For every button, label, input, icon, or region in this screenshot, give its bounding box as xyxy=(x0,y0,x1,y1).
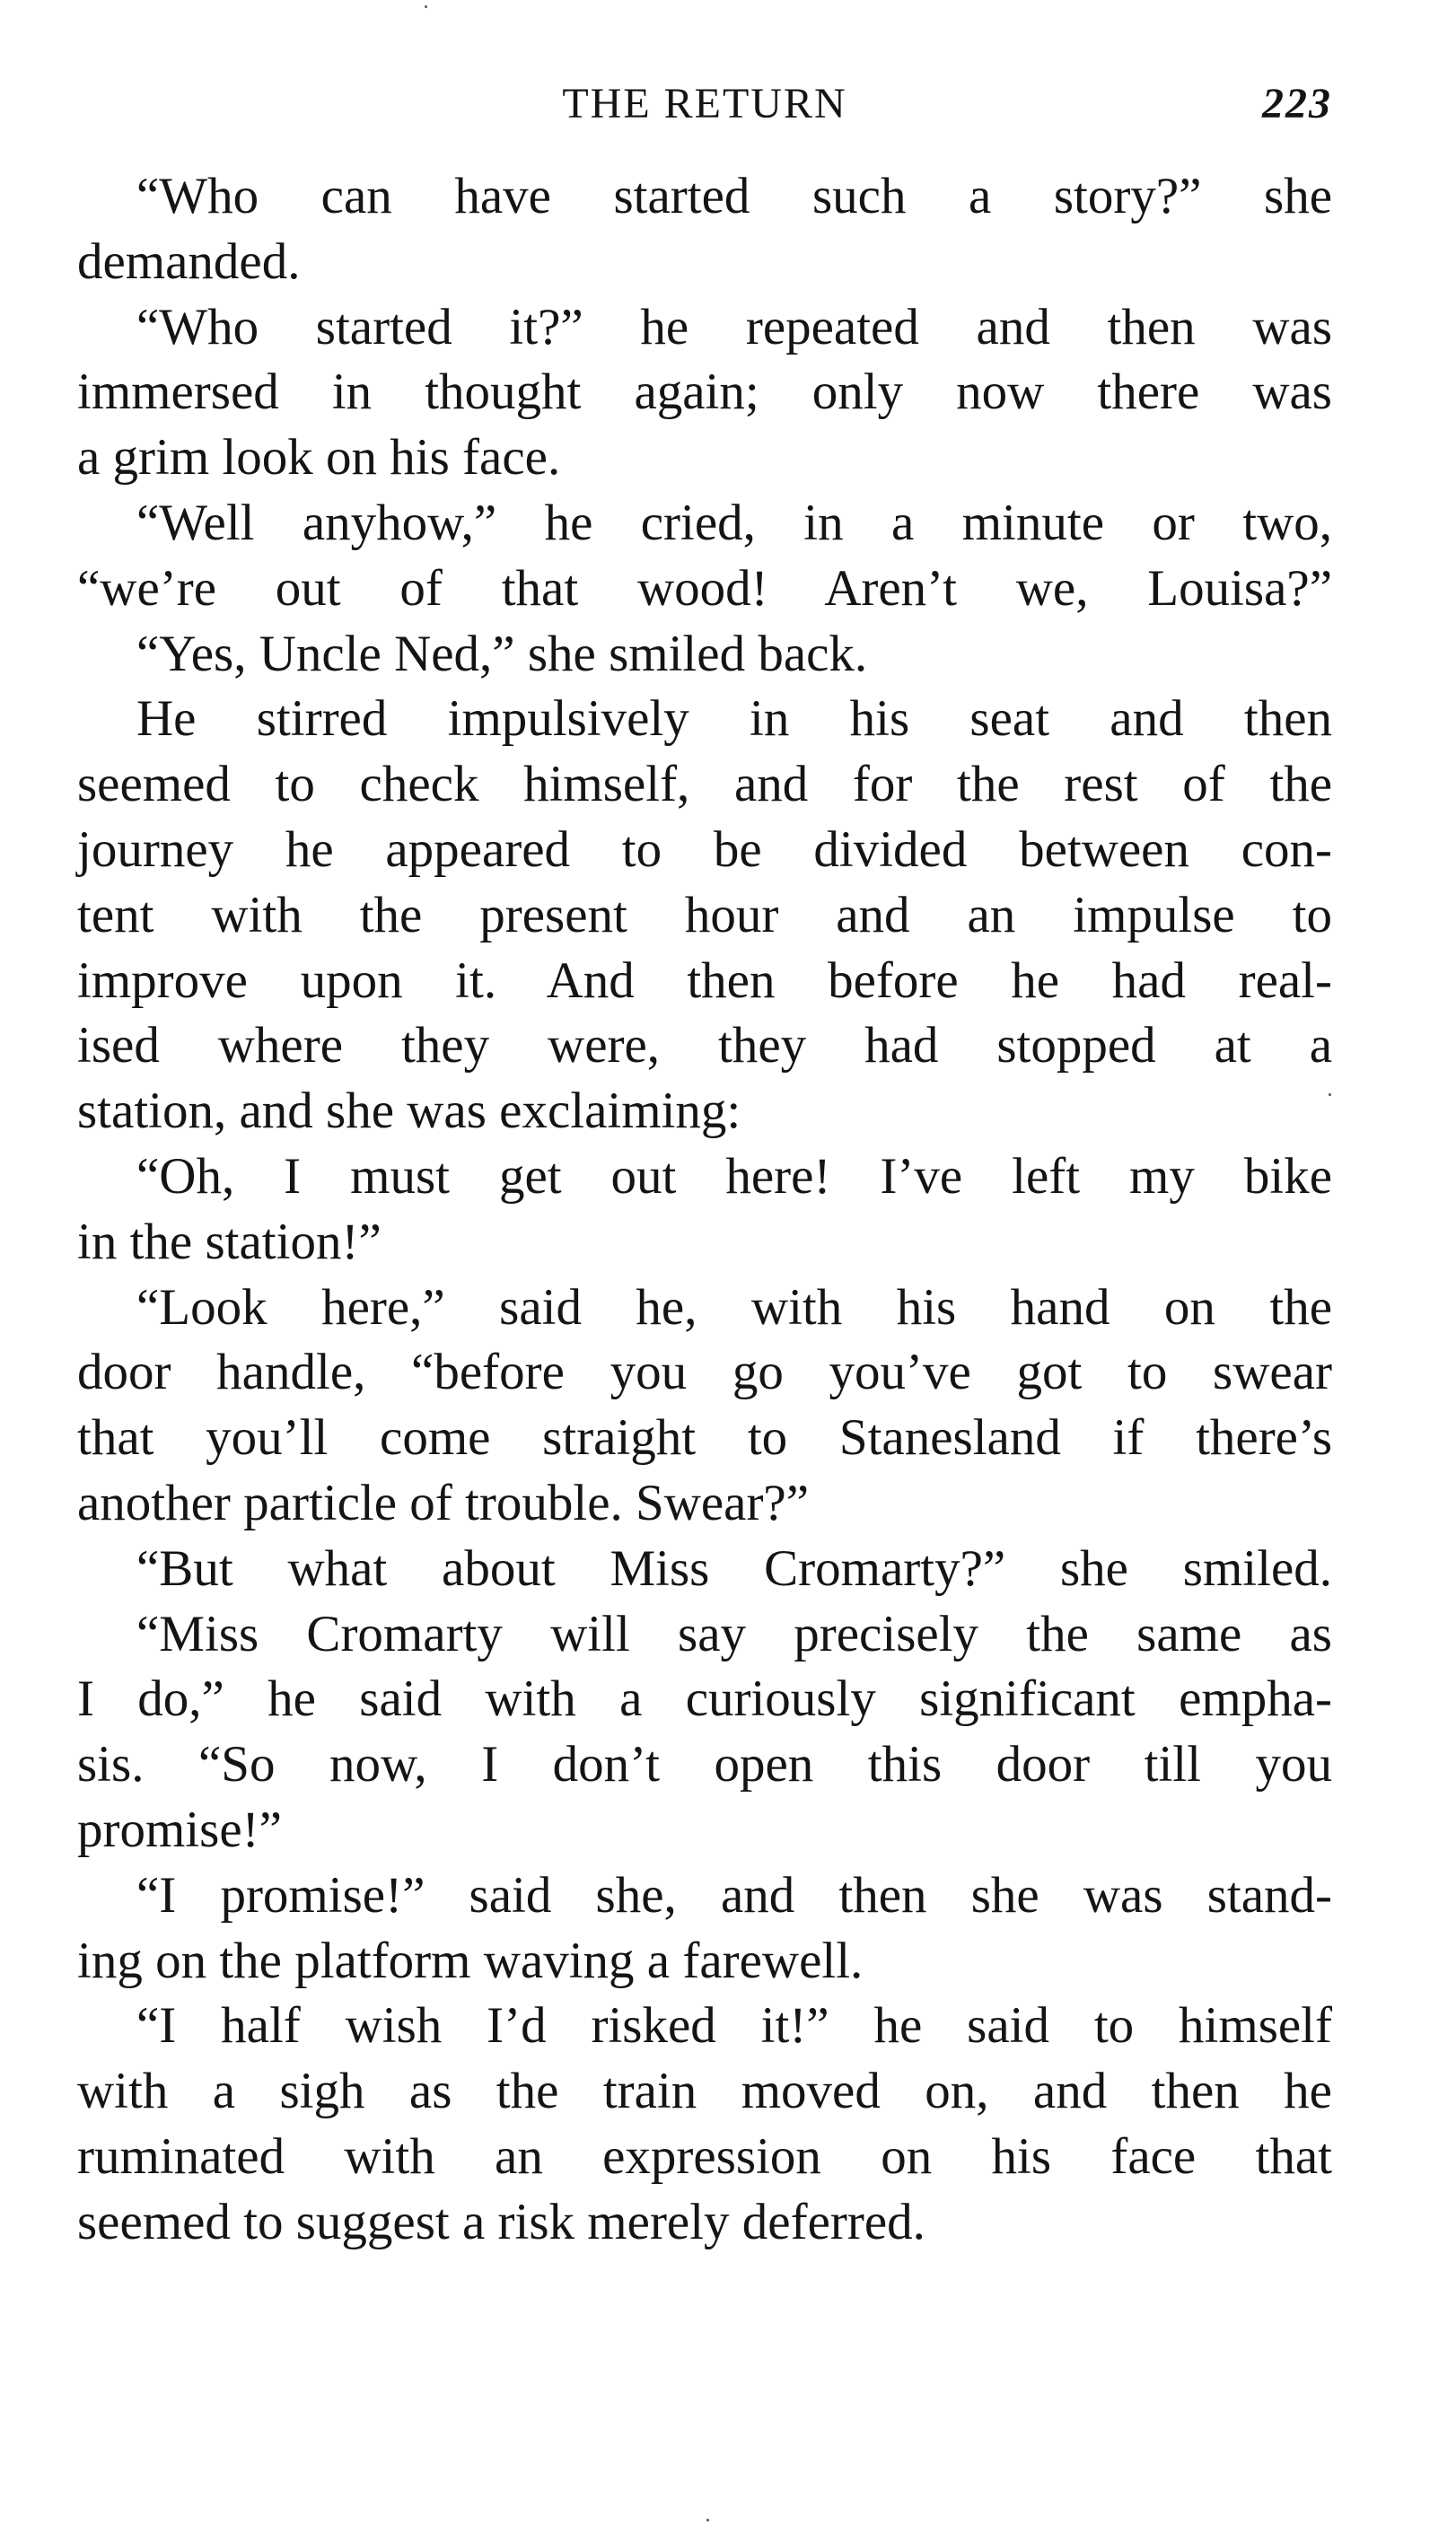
paper-speck xyxy=(706,2519,709,2521)
text-line: with a sigh as the train moved on, and then he xyxy=(77,2063,1332,2120)
running-title: THE RETURN xyxy=(562,80,847,127)
text-line: station, and she was exclaiming: xyxy=(77,1083,741,1140)
text-line: “Look here,” said he, with his hand on the xyxy=(136,1278,1332,1336)
text-line: promise!” xyxy=(77,1801,282,1858)
text-line: ing on the platform waving a farewell. xyxy=(77,1932,864,1989)
text-line: demanded. xyxy=(77,232,301,290)
text-line: “I promise!” said she, and then she was stand- xyxy=(136,1866,1332,1924)
text-line: in the station!” xyxy=(77,1213,382,1270)
running-head xyxy=(77,79,1332,142)
text-line: another particle of trouble. Swear?” xyxy=(77,1474,810,1531)
text-line: “But what about Miss Cromarty?” she smiled. xyxy=(136,1539,1332,1597)
text-line: “we’re out of that wood! Aren’t we, Louisa?” xyxy=(77,559,1332,617)
text-line: that you’ll come straight to Stanesland if there’s xyxy=(77,1409,1332,1467)
text-line: door handle, “before you go you’ve got to swear xyxy=(77,1344,1332,1401)
text-line: “Who can have started such a story?” she xyxy=(136,168,1332,224)
paper-speck xyxy=(425,5,427,8)
text-line: “Who started it?” he repeated and then was xyxy=(136,298,1332,355)
text-line: “Oh, I must get out here! I’ve left my bike xyxy=(136,1147,1332,1205)
text-line: a grim look on his face. xyxy=(77,429,561,487)
paper-speck xyxy=(1329,1093,1331,1096)
text-line: “Miss Cromarty will say precisely the same as xyxy=(136,1605,1332,1662)
text-line: improve upon it. And then before he had real- xyxy=(77,951,1332,1009)
text-line: tent with the present hour and an impulse to xyxy=(77,886,1332,943)
body-text xyxy=(77,164,1332,2256)
text-line: “I half wish I’d risked it!” he said to himself xyxy=(136,1997,1332,2055)
text-line: I do,” he said with a curiously significant empha- xyxy=(77,1670,1332,1728)
text-line: “Yes, Uncle Ned,” she smiled back. xyxy=(136,625,868,682)
page-number: 223 xyxy=(1262,80,1332,127)
text-line: seemed to suggest a risk merely deferred. xyxy=(77,2193,925,2250)
text-line: He stirred impulsively in his seat and then xyxy=(136,690,1332,748)
text-line: immersed in thought again; only now there was xyxy=(77,364,1332,421)
text-line: “Well anyhow,” he cried, in a minute or two, xyxy=(136,494,1332,551)
text-line: ised where they were, they had stopped at a xyxy=(77,1017,1332,1074)
text-line: ruminated with an expression on his face that xyxy=(77,2127,1332,2185)
text-line: seemed to check himself, and for the rest of the xyxy=(77,756,1332,813)
text-line: sis. “So now, I don’t open this door till you xyxy=(77,1736,1332,1793)
text-line: journey he appeared to be divided between con- xyxy=(77,820,1332,878)
